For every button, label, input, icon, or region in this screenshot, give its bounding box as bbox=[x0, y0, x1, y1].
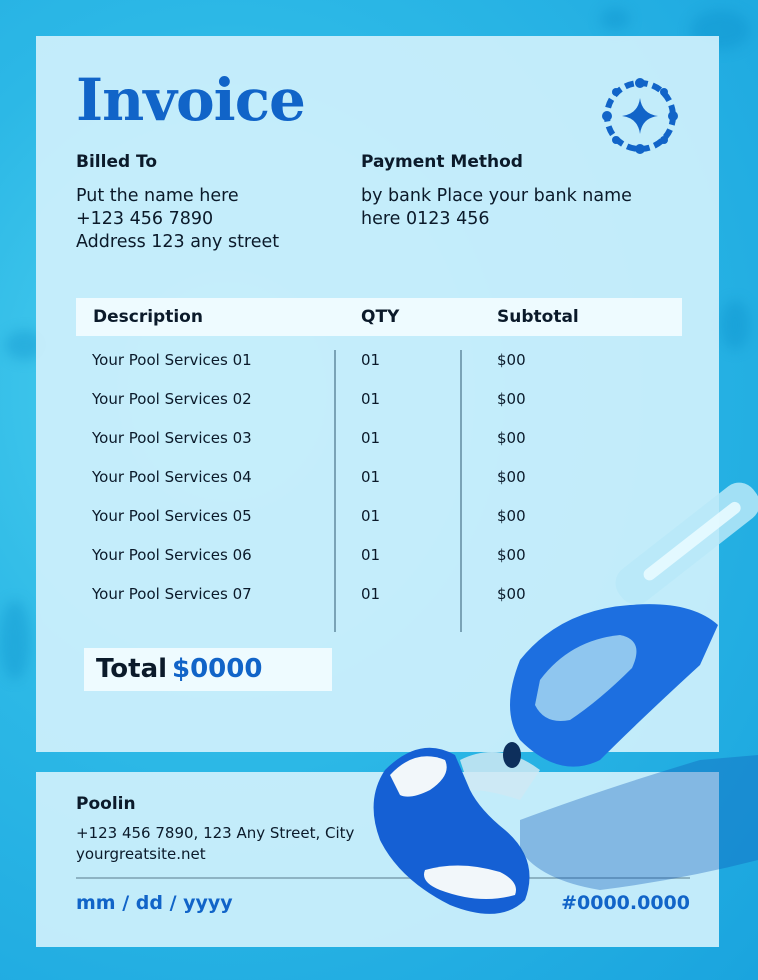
table-row bbox=[36, 390, 719, 429]
invoice-number: #0000.0000 bbox=[561, 892, 690, 914]
row-qty: 01 bbox=[361, 390, 381, 408]
total-label: Total bbox=[96, 654, 168, 684]
table-row bbox=[36, 507, 719, 546]
company-contact: +123 456 7890, 123 Any Street, City bbox=[76, 824, 355, 842]
column-header-description: Description bbox=[93, 307, 203, 327]
table-header bbox=[76, 298, 682, 336]
row-description: Your Pool Services 05 bbox=[92, 507, 252, 525]
footer-divider bbox=[76, 877, 690, 879]
sparkle-star-logo-icon bbox=[598, 74, 682, 158]
table-row bbox=[36, 429, 719, 468]
table-row bbox=[36, 468, 719, 507]
column-header-subtotal: Subtotal bbox=[497, 307, 579, 327]
row-subtotal: $00 bbox=[497, 546, 526, 564]
row-subtotal: $00 bbox=[497, 507, 526, 525]
billed-to-address: Address 123 any street bbox=[76, 232, 280, 252]
row-subtotal: $00 bbox=[497, 429, 526, 447]
billed-to-phone: +123 456 7890 bbox=[76, 209, 214, 229]
row-subtotal: $00 bbox=[497, 390, 526, 408]
total-value: $0000 bbox=[172, 654, 263, 684]
billed-to-heading: Billed To bbox=[76, 152, 158, 172]
row-description: Your Pool Services 01 bbox=[92, 351, 252, 369]
invoice-date: mm / dd / yyyy bbox=[76, 892, 233, 914]
row-description: Your Pool Services 04 bbox=[92, 468, 252, 486]
payment-line: here 0123 456 bbox=[361, 209, 490, 229]
row-qty: 01 bbox=[361, 429, 381, 447]
company-name: Poolin bbox=[76, 794, 136, 814]
row-description: Your Pool Services 02 bbox=[92, 390, 252, 408]
billed-to-details bbox=[76, 185, 279, 254]
payment-method-heading: Payment Method bbox=[361, 152, 523, 172]
footer-panel bbox=[36, 772, 719, 947]
invoice-title: Invoice bbox=[76, 66, 305, 134]
row-subtotal: $00 bbox=[497, 585, 526, 603]
row-description: Your Pool Services 07 bbox=[92, 585, 252, 603]
table-row bbox=[36, 585, 719, 624]
column-header-qty: QTY bbox=[361, 307, 400, 327]
billed-to-name: Put the name here bbox=[76, 186, 239, 206]
row-qty: 01 bbox=[361, 507, 381, 525]
row-subtotal: $00 bbox=[497, 351, 526, 369]
row-description: Your Pool Services 06 bbox=[92, 546, 252, 564]
row-qty: 01 bbox=[361, 351, 381, 369]
row-qty: 01 bbox=[361, 468, 381, 486]
company-website: yourgreatsite.net bbox=[76, 845, 206, 863]
table-row bbox=[36, 351, 719, 390]
table-row bbox=[36, 546, 719, 585]
payment-line: by bank Place your bank name bbox=[361, 186, 632, 206]
row-qty: 01 bbox=[361, 546, 381, 564]
invoice-panel bbox=[36, 36, 719, 752]
row-subtotal: $00 bbox=[497, 468, 526, 486]
row-qty: 01 bbox=[361, 585, 381, 603]
total-box bbox=[84, 648, 332, 691]
payment-method-details bbox=[361, 185, 632, 231]
row-description: Your Pool Services 03 bbox=[92, 429, 252, 447]
